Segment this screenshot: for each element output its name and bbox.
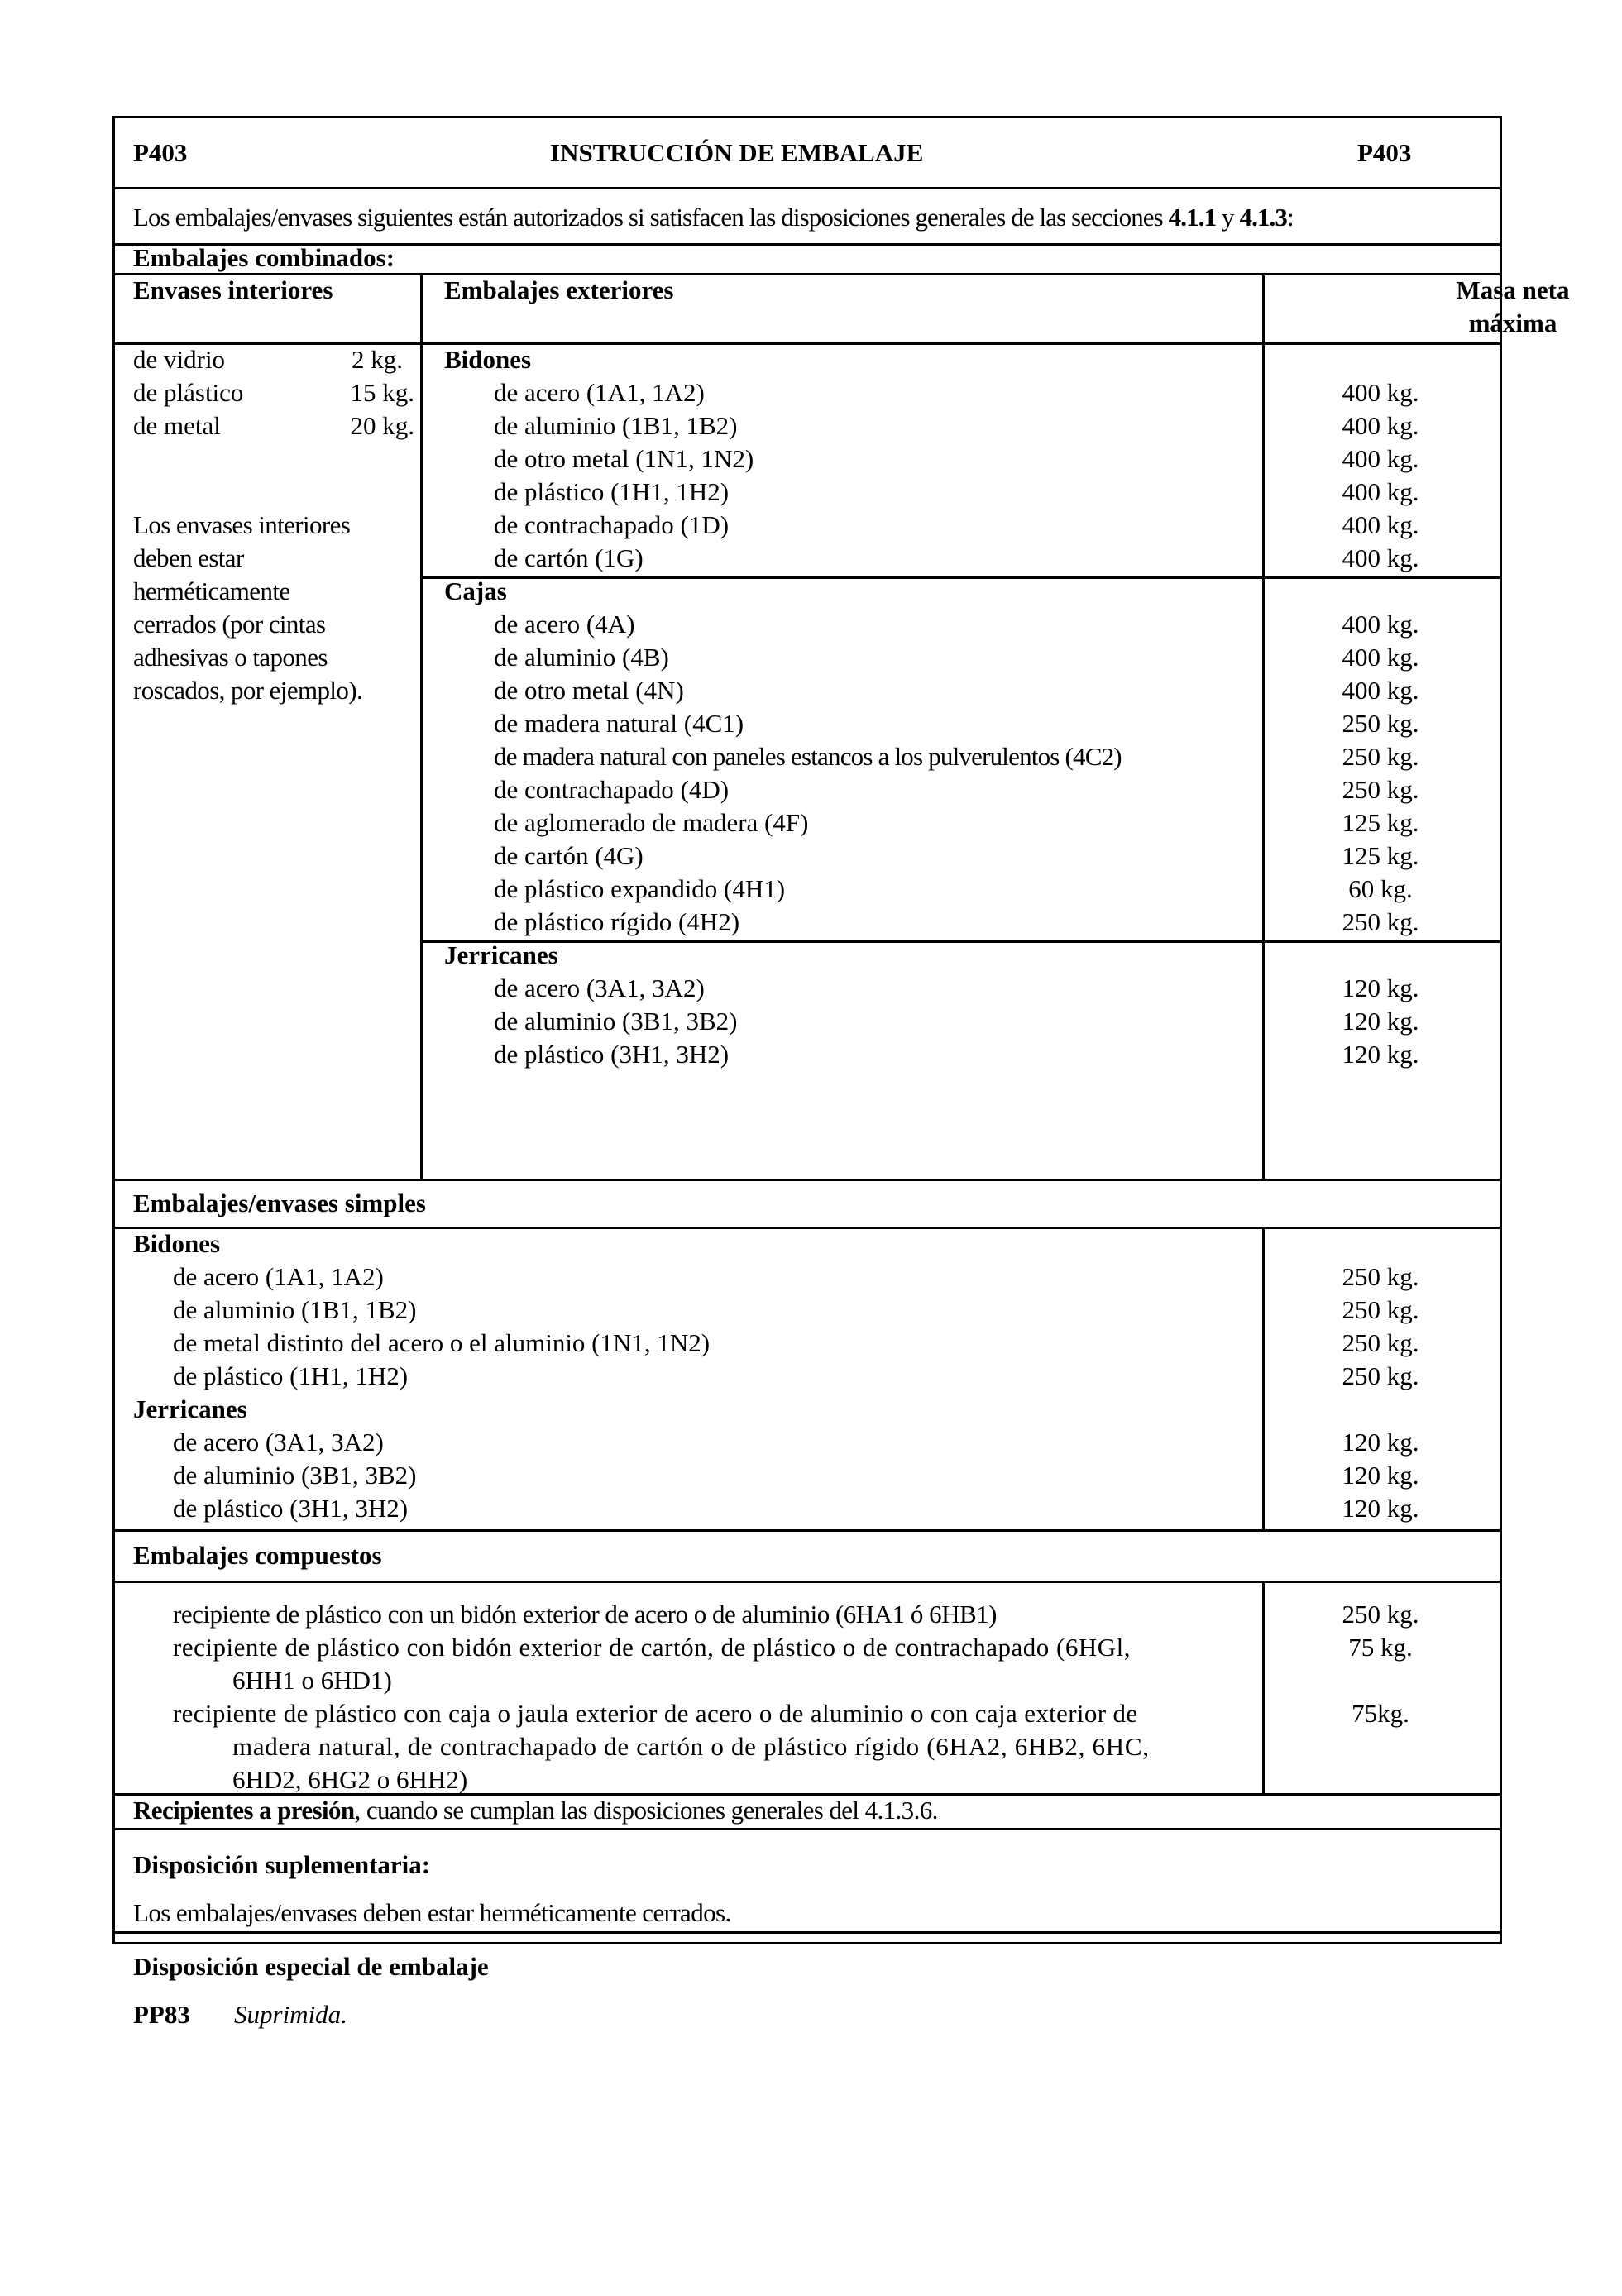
composite-item-cont: 6HH1 o 6HD1): [232, 1666, 392, 1695]
composite-item-cont: madera natural, de contrachapado de cartón o de plástico rígido (6HA2, 6HB2, 6HC,: [232, 1732, 1150, 1761]
packing-instruction-document: [112, 116, 1570, 2029]
intro-text: Los embalajes/envases siguientes están autorizados si satisfacen las disposiciones generales de las secciones 4.1.1 y 4.1.3:: [133, 203, 1294, 232]
group-title: Jerricanes: [133, 1394, 247, 1423]
outer-item: de otro metal (1N1, 1N2): [494, 444, 754, 473]
composite-heading: Embalajes compuestos: [133, 1541, 382, 1570]
special-code: PP83: [133, 2000, 190, 2029]
single-body: [115, 1227, 1500, 1529]
inner-item: de vidrio 2 kg.: [133, 345, 403, 374]
single-item: de plástico (1H1, 1H2): [173, 1361, 409, 1390]
col-outer-header: Embalajes exteriores: [444, 275, 674, 304]
group-title: Bidones: [444, 345, 532, 374]
header-row: [115, 118, 1500, 187]
composite-list: [173, 1598, 1248, 1796]
inner-packagings-list: [133, 343, 414, 442]
inner-packagings-note: Los envases interiores deben estar herméticamente cerrados (por cintas adhesivas o tapones roscados, por ejemplo).: [133, 510, 363, 705]
composite-item-cont: 6HD2, 6HG2 o 6HH2): [232, 1765, 468, 1794]
single-item: de plástico (3H1, 3H2): [173, 1494, 409, 1523]
combined-heading: Embalajes combinados:: [133, 243, 395, 272]
special-row: [115, 1931, 1500, 2031]
composite-item: recipiente de plástico con bidón exterior de cartón, de plástico o de contrachapado (6HGl,: [173, 1633, 1131, 1662]
single-masses: 250 kg. 250 kg. 250 kg. 250 kg. 120 kg. 120 kg. 120 kg.: [1342, 1262, 1419, 1523]
outer-item: de acero (4A): [494, 610, 635, 639]
outer-item: de plástico rígido (4H2): [494, 907, 740, 936]
code-right: P403: [1357, 138, 1412, 167]
group-title: Jerricanes: [444, 940, 558, 969]
outer-item: de madera natural (4C1): [494, 709, 744, 738]
combined-body: [115, 342, 1500, 1179]
outer-item: de aglomerado de madera (4F): [494, 808, 809, 837]
single-heading-row: [115, 1179, 1500, 1227]
composite-item: recipiente de plástico con caja o jaula exterior de acero o de aluminio o con caja exterior de: [173, 1699, 1138, 1728]
outer-item: de aluminio (3B1, 3B2): [494, 1007, 738, 1036]
bidones-masses: 400 kg. 400 kg. 400 kg. 400 kg. 400 kg. 400 kg.: [1342, 378, 1419, 572]
outer-item: de plástico (3H1, 3H2): [494, 1040, 730, 1069]
single-item: de acero (3A1, 3A2): [173, 1428, 384, 1457]
col-mass-header-2: máxima: [1468, 309, 1557, 337]
divider: [420, 273, 423, 1179]
outer-item: de madera natural con paneles estancos a los pulverulentos (4C2): [494, 742, 1122, 771]
supplementary-row: [115, 1828, 1500, 1931]
outer-item: de acero (1A1, 1A2): [494, 378, 705, 407]
single-item: de aluminio (1B1, 1B2): [173, 1295, 417, 1324]
composite-item: recipiente de plástico con un bidón exterior de acero o de aluminio (6HA1 ó 6HB1): [173, 1600, 997, 1629]
outer-item: de cartón (4G): [494, 841, 644, 870]
single-item: de metal distinto del acero o el aluminio (1N1, 1N2): [173, 1328, 711, 1357]
col-mass-header-1: Masa neta: [1456, 275, 1570, 304]
supplementary-heading: Disposición suplementaria:: [133, 1850, 431, 1879]
outer-item: de aluminio (4B): [494, 643, 669, 672]
special-text: Suprimida.: [234, 2000, 347, 2029]
outer-item: de contrachapado (4D): [494, 775, 730, 804]
outer-item: de acero (3A1, 3A2): [494, 973, 705, 1002]
special-heading: Disposición especial de embalaje: [133, 1952, 489, 1981]
outer-group-jerricanes: [444, 939, 737, 1071]
combined-heading-row: [115, 243, 1500, 273]
col-inner-header: Envases interiores: [133, 275, 333, 304]
single-heading: Embalajes/envases simples: [133, 1189, 426, 1217]
divider: [1262, 1581, 1265, 1793]
outer-group-bidones: [444, 343, 754, 575]
outer-group-cajas: [444, 575, 1122, 939]
composite-masses: 250 kg. 75 kg. 75kg.: [1342, 1600, 1419, 1728]
composite-body: [115, 1581, 1500, 1793]
combined-column-headers: [115, 273, 1570, 342]
outer-item: de cartón (1G): [494, 543, 644, 572]
jerricanes-masses: 120 kg. 120 kg. 120 kg.: [1342, 973, 1419, 1069]
group-title: Cajas: [444, 576, 507, 605]
pressure-text: Recipientes a presión, cuando se cumplan las disposiciones generales del 4.1.3.6.: [133, 1796, 938, 1825]
code-left: P403: [133, 138, 188, 167]
outer-item: de plástico expandido (4H1): [494, 874, 786, 903]
single-group-list: [133, 1227, 710, 1525]
inner-item: de metal 20 kg.: [133, 411, 414, 440]
pressure-row: [115, 1793, 1500, 1828]
outer-item: de contrachapado (1D): [494, 510, 730, 539]
outer-item: de otro metal (4N): [494, 676, 684, 705]
group-title: Bidones: [133, 1229, 221, 1258]
composite-heading-row: [115, 1529, 1500, 1581]
single-item: de acero (1A1, 1A2): [173, 1262, 384, 1291]
supplementary-text: Los embalajes/envases deben estar herméticamente cerrados.: [133, 1898, 731, 1927]
cajas-masses: 400 kg. 400 kg. 400 kg. 250 kg. 250 kg. 250 kg. 125 kg. 125 kg. 60 kg. 250 kg.: [1342, 610, 1419, 936]
outer-item: de plástico (1H1, 1H2): [494, 477, 730, 506]
divider: [1262, 1227, 1265, 1529]
single-item: de aluminio (3B1, 3B2): [173, 1461, 417, 1490]
inner-item: de plástico 15 kg.: [133, 378, 414, 407]
outer-item: de aluminio (1B1, 1B2): [494, 411, 738, 440]
page-title: INSTRUCCIÓN DE EMBALAJE: [550, 138, 924, 167]
intro-row: [115, 187, 1500, 243]
divider: [1262, 273, 1265, 1179]
